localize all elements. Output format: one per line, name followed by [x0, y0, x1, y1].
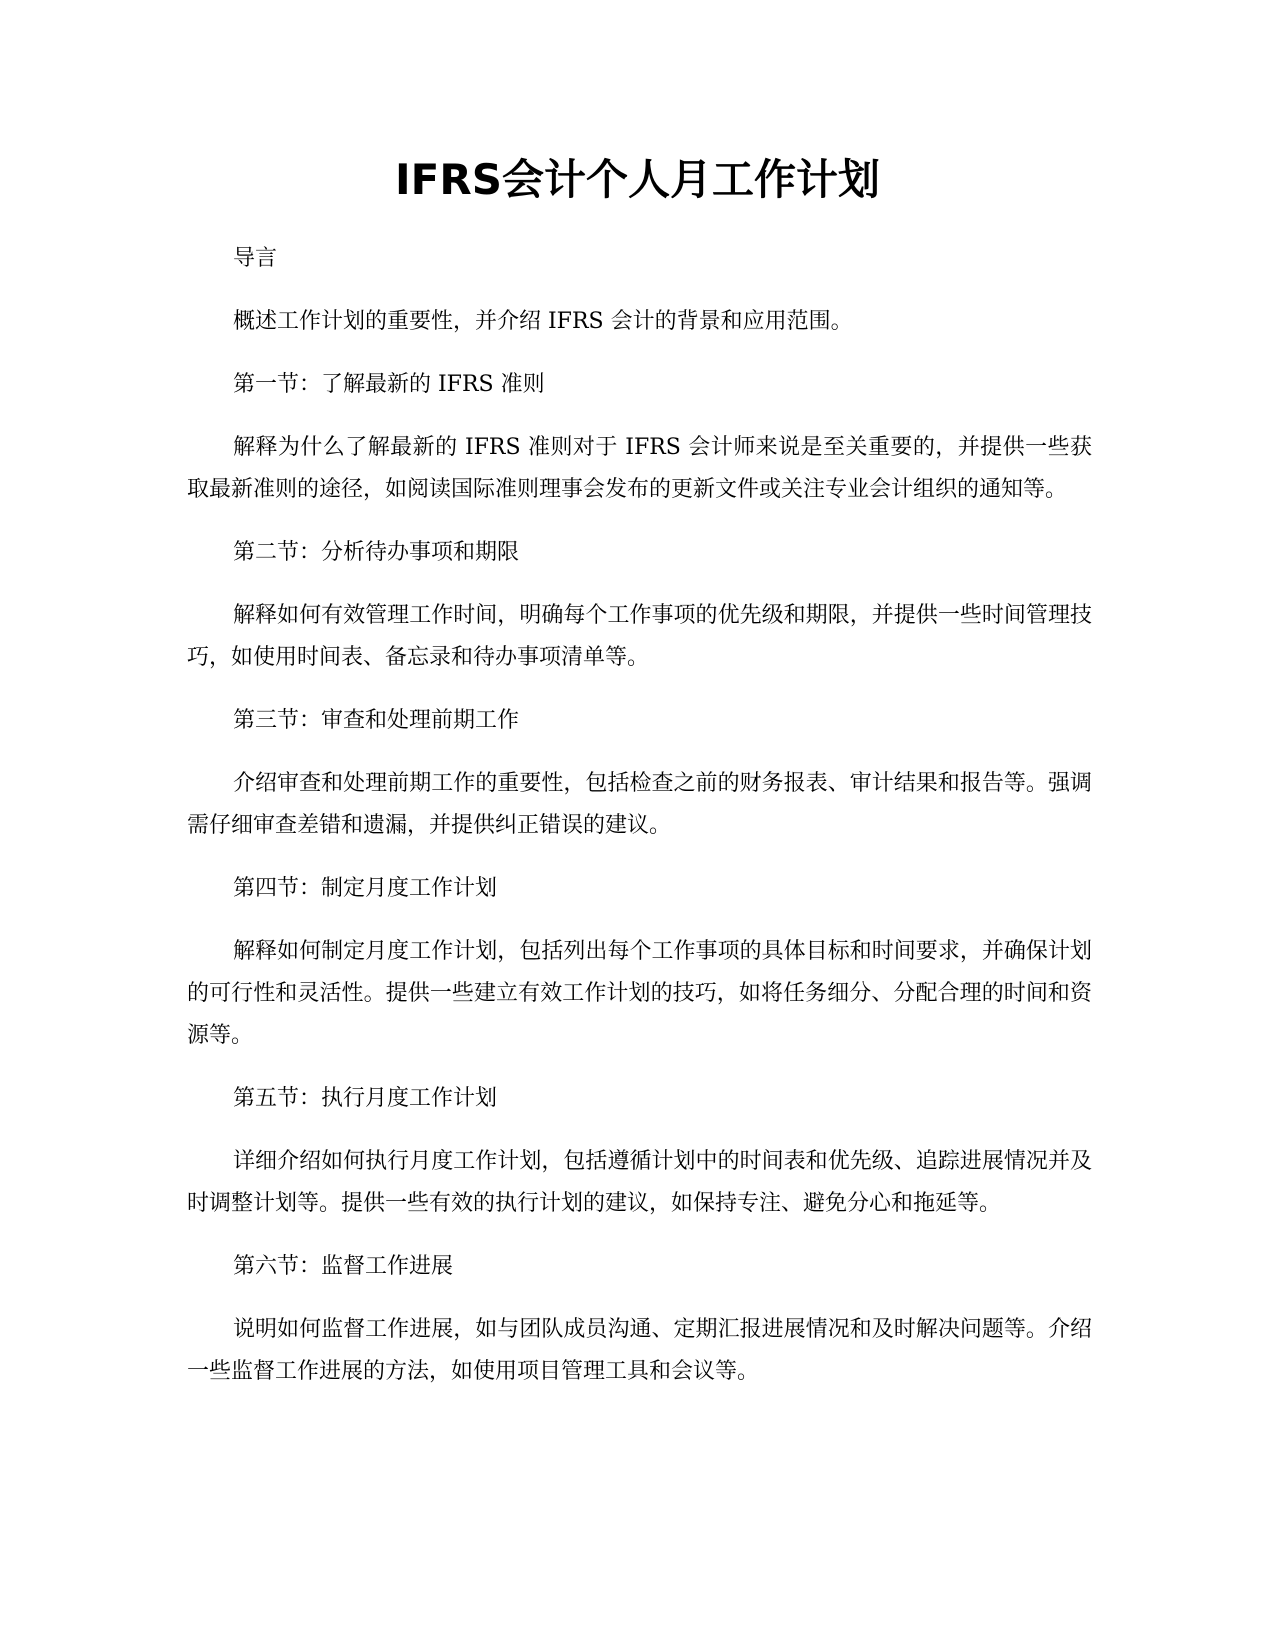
- section-paragraph-4: 解释如何制定月度工作计划，包括列出每个工作事项的具体目标和时间要求，并确保计划的可行性和灵活性。提供一些建立有效工作计划的技巧，如将任务细分、分配合理的时间和资源等。: [187, 939, 1092, 1048]
- document-title: IFRS会计个人月工作计划: [395, 155, 880, 204]
- section-paragraph-2: 解释如何有效管理工作时间，明确每个工作事项的优先级和期限，并提供一些时间管理技巧，如使用时间表、备忘录和待办事项清单等。: [187, 603, 1092, 670]
- section-paragraph-6: 说明如何监督工作进展，如与团队成员沟通、定期汇报进展情况和及时解决问题等。介绍一些监督工作进展的方法，如使用项目管理工具和会议等。: [187, 1317, 1092, 1384]
- intro-paragraph: 概述工作计划的重要性，并介绍 IFRS 会计的背景和应用范围。: [233, 309, 853, 334]
- section-heading-5: 第五节：执行月度工作计划: [233, 1086, 498, 1111]
- section-heading-3: 第三节：审查和处理前期工作: [233, 708, 520, 733]
- section-heading-4: 第四节：制定月度工作计划: [233, 876, 498, 901]
- section-heading-1: 第一节：了解最新的 IFRS 准则: [233, 372, 545, 397]
- section-heading-intro: 导言: [233, 246, 278, 271]
- document-body: [187, 238, 1092, 1414]
- section-heading-6: 第六节：监督工作进展: [233, 1254, 454, 1279]
- section-paragraph-1: 解释为什么了解最新的 IFRS 准则对于 IFRS 会计师来说是至关重要的，并提供一些获取最新准则的途径，如阅读国际准则理事会发布的更新文件或关注专业会计组织的通知等。: [187, 435, 1092, 502]
- section-heading-2: 第二节：分析待办事项和期限: [233, 540, 520, 565]
- section-paragraph-3: 介绍审查和处理前期工作的重要性，包括检查之前的财务报表、审计结果和报告等。强调需仔细审查差错和遗漏，并提供纠正错误的建议。: [187, 771, 1092, 838]
- section-paragraph-5: 详细介绍如何执行月度工作计划，包括遵循计划中的时间表和优先级、追踪进展情况并及时调整计划等。提供一些有效的执行计划的建议，如保持专注、避免分心和拖延等。: [187, 1149, 1092, 1216]
